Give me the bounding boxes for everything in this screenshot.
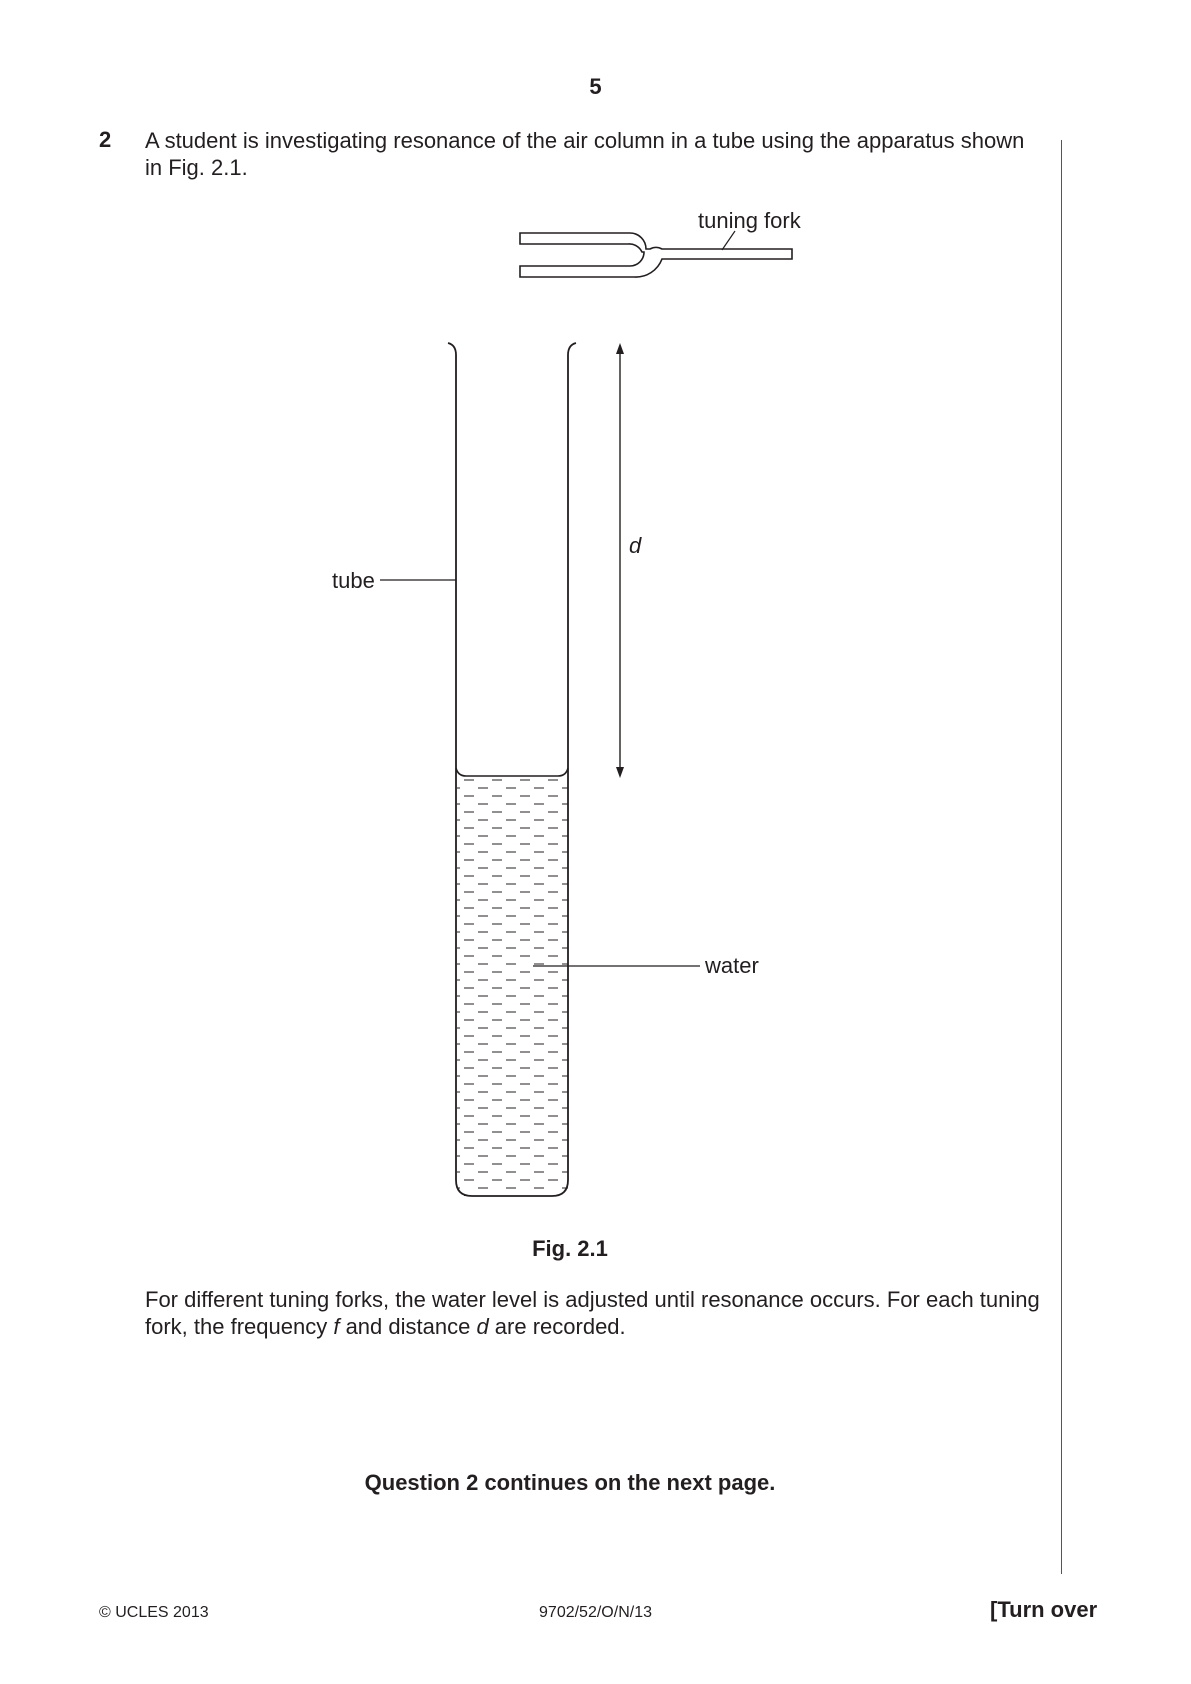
tuning-fork bbox=[520, 233, 792, 277]
page-number: 5 bbox=[589, 74, 602, 99]
symbol-d: d bbox=[476, 1314, 489, 1339]
water-region bbox=[457, 776, 568, 1196]
label-tube: tube bbox=[332, 568, 375, 593]
figure-caption: Fig. 2.1 bbox=[532, 1236, 608, 1261]
footer-paper-code: 9702/52/O/N/13 bbox=[539, 1604, 652, 1621]
label-tuning-fork: tuning fork bbox=[698, 208, 801, 233]
question-number: 2 bbox=[99, 127, 112, 152]
footer-copyright: © UCLES 2013 bbox=[99, 1604, 209, 1621]
continues-note: Question 2 continues on the next page. bbox=[364, 1470, 776, 1495]
footer-turn-over: [Turn over bbox=[990, 1597, 1098, 1622]
d-arrow-head-top bbox=[616, 343, 624, 354]
question-intro: A student is investigating resonance of the air column in a tube using the apparatus shown in Fig. 2.1. bbox=[145, 128, 1025, 180]
paragraph-part1: For different tuning forks, the water level is adjusted until resonance occurs. For each tuning fork, the frequency bbox=[145, 1287, 1040, 1339]
d-arrow-head-bottom bbox=[616, 767, 624, 778]
paragraph-part2: and distance bbox=[339, 1314, 477, 1339]
symbol-f: f bbox=[333, 1314, 340, 1339]
water-surface bbox=[456, 768, 568, 776]
paragraph-part3: are recorded. bbox=[488, 1314, 626, 1339]
label-d: d bbox=[629, 533, 642, 558]
procedure-paragraph bbox=[145, 1286, 1050, 1340]
label-water: water bbox=[705, 953, 759, 978]
tuning-fork-leader bbox=[722, 231, 735, 250]
